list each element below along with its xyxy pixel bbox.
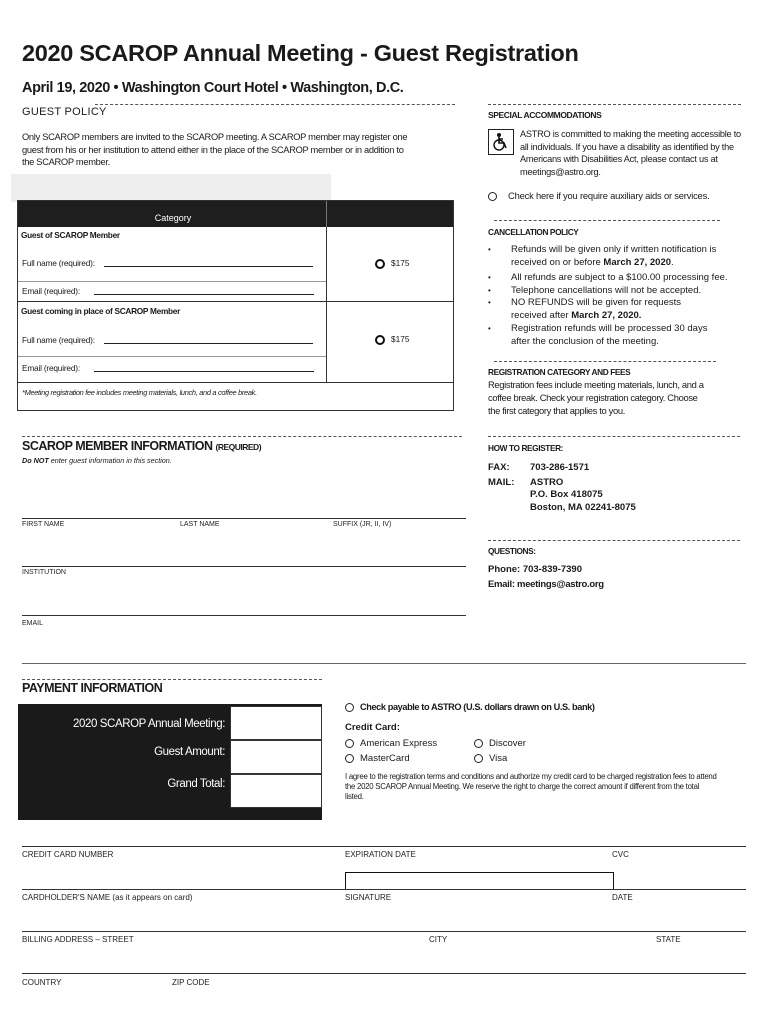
cancel-policy-1-text: Refunds will be given only if written notification is received on or before xyxy=(511,244,717,268)
fax-label: FAX: xyxy=(488,462,510,473)
member-info-title: SCAROP MEMBER INFORMATION xyxy=(22,439,213,453)
table-row-divider xyxy=(18,382,453,383)
period: . xyxy=(671,256,674,268)
member-info-heading xyxy=(22,439,261,453)
option-guest-of-member[interactable] xyxy=(375,258,409,269)
accessibility-text: ASTRO is committed to making the meeting accessible to all individuals. If you have a disability as identified by the Americans with Disabilities Act, please contact us at meetings@astro.org. xyxy=(520,129,741,177)
bullet: • xyxy=(488,324,491,333)
first-name-label: FIRST NAME xyxy=(22,521,65,528)
field-line xyxy=(22,931,746,932)
radio-icon xyxy=(345,754,354,763)
mastercard-option[interactable] xyxy=(345,753,410,764)
questions-email: Email: meetings@astro.org xyxy=(488,579,604,590)
required-tag: (REQUIRED) xyxy=(215,442,262,452)
cancel-policy-4-text: NO REFUNDS will be given for requests received after xyxy=(511,297,681,321)
amex-option[interactable] xyxy=(345,738,437,749)
divider xyxy=(95,104,455,105)
note-text: enter guest information in this section. xyxy=(50,456,172,465)
table-vertical-divider xyxy=(326,227,327,382)
divider xyxy=(22,679,322,680)
cancel-deadline: March 27, 2020 xyxy=(603,256,672,268)
bullet: • xyxy=(488,273,491,282)
mail-line-3: Boston, MA 02241-8075 xyxy=(530,502,636,513)
email-label: EMAIL xyxy=(22,620,44,627)
bullet: • xyxy=(488,298,491,307)
table-row-divider xyxy=(18,281,326,282)
divider xyxy=(22,436,462,437)
annual-meeting-label: 2020 SCAROP Annual Meeting: xyxy=(72,718,225,730)
guest1-email-input[interactable] xyxy=(94,294,314,295)
payment-heading: PAYMENT INFORMATION xyxy=(22,681,163,695)
fax-number: 703-286-1571 xyxy=(530,462,590,473)
country-label: COUNTRY xyxy=(22,978,62,987)
cardholder-label: CARDHOLDER'S NAME (as it appears on card) xyxy=(22,893,193,902)
radio-icon xyxy=(474,754,483,763)
table-row-divider xyxy=(18,301,453,302)
special-accommodations-heading: SPECIAL ACCOMMODATIONS xyxy=(488,110,602,120)
cancel-policy-5: Registration refunds will be processed 30 days after the conclusion of the meeting. xyxy=(511,323,708,347)
discover-label: Discover xyxy=(489,738,526,749)
field-line xyxy=(22,518,466,519)
field-line xyxy=(22,973,746,974)
cancel-policy-2: All refunds are subject to a $100.00 processing fee. xyxy=(511,272,728,283)
divider xyxy=(488,436,740,437)
radio-icon xyxy=(375,335,385,345)
divider xyxy=(488,104,741,105)
field-line xyxy=(22,566,466,567)
credit-card-label: Credit Card: xyxy=(345,722,400,733)
divider xyxy=(494,220,720,221)
mastercard-label: MasterCard xyxy=(360,753,410,764)
field-line xyxy=(22,615,466,616)
city-label: CITY xyxy=(429,935,448,944)
auxiliary-aids-checkbox[interactable] xyxy=(488,190,709,201)
guest-amount-label: Guest Amount: xyxy=(154,746,225,758)
category-section-label: Guest of SCAROP Member xyxy=(21,230,120,240)
expiration-label: EXPIRATION DATE xyxy=(345,850,416,859)
page-title: 2020 SCAROP Annual Meeting - Guest Registration xyxy=(22,40,579,66)
grey-field[interactable] xyxy=(11,174,331,202)
cancellation-heading: CANCELLATION POLICY xyxy=(488,227,579,237)
bullet: • xyxy=(488,286,491,295)
bullet: • xyxy=(488,245,491,254)
radio-icon xyxy=(345,703,354,712)
how-to-register-heading: HOW TO REGISTER: xyxy=(488,443,564,453)
mail-line-2: P.O. Box 418075 xyxy=(530,489,603,500)
guest2-email-input[interactable] xyxy=(94,371,314,372)
category-table xyxy=(17,200,454,411)
date-label: DATE xyxy=(612,893,633,902)
cvc-label: CVC xyxy=(612,850,629,859)
table-row-divider xyxy=(18,356,326,357)
last-name-label: LAST NAME xyxy=(180,521,220,528)
fee-footnote: *Meeting registration fee includes meeting materials, lunch, and a coffee break. xyxy=(22,388,257,397)
amex-label: American Express xyxy=(360,738,438,749)
price: $175 xyxy=(391,258,410,268)
check-label: Check payable to ASTRO (U.S. dollars drawn on U.S. bank) xyxy=(360,702,595,712)
zip-label: ZIP CODE xyxy=(172,978,210,987)
questions-heading: QUESTIONS: xyxy=(488,546,536,556)
wheelchair-icon xyxy=(488,129,514,155)
payment-agreement: I agree to the registration terms and conditions and authorize my credit card to be charged registration fees to attend the 2020 SCAROP Annual Meeting. We reserve the right to charge the correct amount if different from the total listed. xyxy=(345,772,717,801)
member-info-note xyxy=(22,456,172,465)
state-label: STATE xyxy=(656,935,681,944)
divider xyxy=(488,540,740,541)
mail-label: MAIL: xyxy=(488,477,515,488)
category-section-label: Guest coming in place of SCAROP Member xyxy=(21,306,181,316)
table-vertical-divider xyxy=(326,201,327,227)
cancel-policy-4 xyxy=(511,297,716,322)
radio-icon xyxy=(488,192,497,201)
guest-amount-input[interactable] xyxy=(230,740,322,774)
full-name-label: Full name (required): xyxy=(22,335,95,345)
suffix-label: SUFFIX (JR, II, IV) xyxy=(333,521,392,528)
cancel-policy-3: Telephone cancellations will not be accepted. xyxy=(511,285,702,296)
section-divider xyxy=(22,663,746,664)
category-header-label: Category xyxy=(154,213,192,223)
billing-street-label: BILLING ADDRESS – STREET xyxy=(22,935,134,944)
field-line xyxy=(22,889,746,890)
card-number-label: CREDIT CARD NUMBER xyxy=(22,850,114,859)
divider xyxy=(494,361,716,362)
visa-label: Visa xyxy=(489,753,508,764)
registration-fees-text: Registration fees include meeting materials, lunch, and a coffee break. Check your registration category. Choose the first category that applies to you. xyxy=(488,379,704,416)
registration-fees-heading: REGISTRATION CATEGORY AND FEES xyxy=(488,367,631,377)
refund-deadline: March 27, 2020. xyxy=(571,309,642,321)
email-label: Email (required): xyxy=(22,286,80,296)
guest2-full-name-input[interactable] xyxy=(104,343,313,344)
auxiliary-aids-label: Check here if you require auxiliary aids or services. xyxy=(508,190,710,201)
note-bold: Do NOT xyxy=(22,456,49,465)
institution-label: INSTITUTION xyxy=(22,569,66,576)
event-subtitle: April 19, 2020 • Washington Court Hotel • Washington, D.C. xyxy=(22,80,404,96)
questions-phone: Phone: 703-839-7390 xyxy=(488,564,582,575)
full-name-label: Full name (required): xyxy=(22,258,95,268)
price: $175 xyxy=(391,334,410,344)
pay-by-check-option[interactable] xyxy=(345,702,595,712)
discover-option[interactable] xyxy=(474,738,526,749)
radio-icon xyxy=(345,739,354,748)
radio-icon xyxy=(375,259,385,269)
signature-label: SIGNATURE xyxy=(345,893,392,902)
grand-total-input[interactable] xyxy=(230,774,322,808)
guest-policy-text: Only SCAROP members are invited to the SCAROP meeting. A SCAROP member may register one guest from his or her institution to attend either in the place of the SCAROP member or in addition to the SCAROP member. xyxy=(22,132,408,167)
field-line xyxy=(22,846,746,847)
radio-icon xyxy=(474,739,483,748)
grand-total-label: Grand Total: xyxy=(167,778,225,790)
guest1-full-name-input[interactable] xyxy=(104,266,313,267)
option-guest-in-place[interactable] xyxy=(375,334,409,345)
cancel-policy-1 xyxy=(511,244,741,269)
email-label: Email (required): xyxy=(22,363,80,373)
mail-line-1: ASTRO xyxy=(530,477,564,488)
guest-policy-heading: GUEST POLICY xyxy=(22,106,107,118)
visa-option[interactable] xyxy=(474,753,507,764)
signature-input[interactable] xyxy=(345,872,614,890)
annual-meeting-amount-input[interactable] xyxy=(230,706,322,740)
